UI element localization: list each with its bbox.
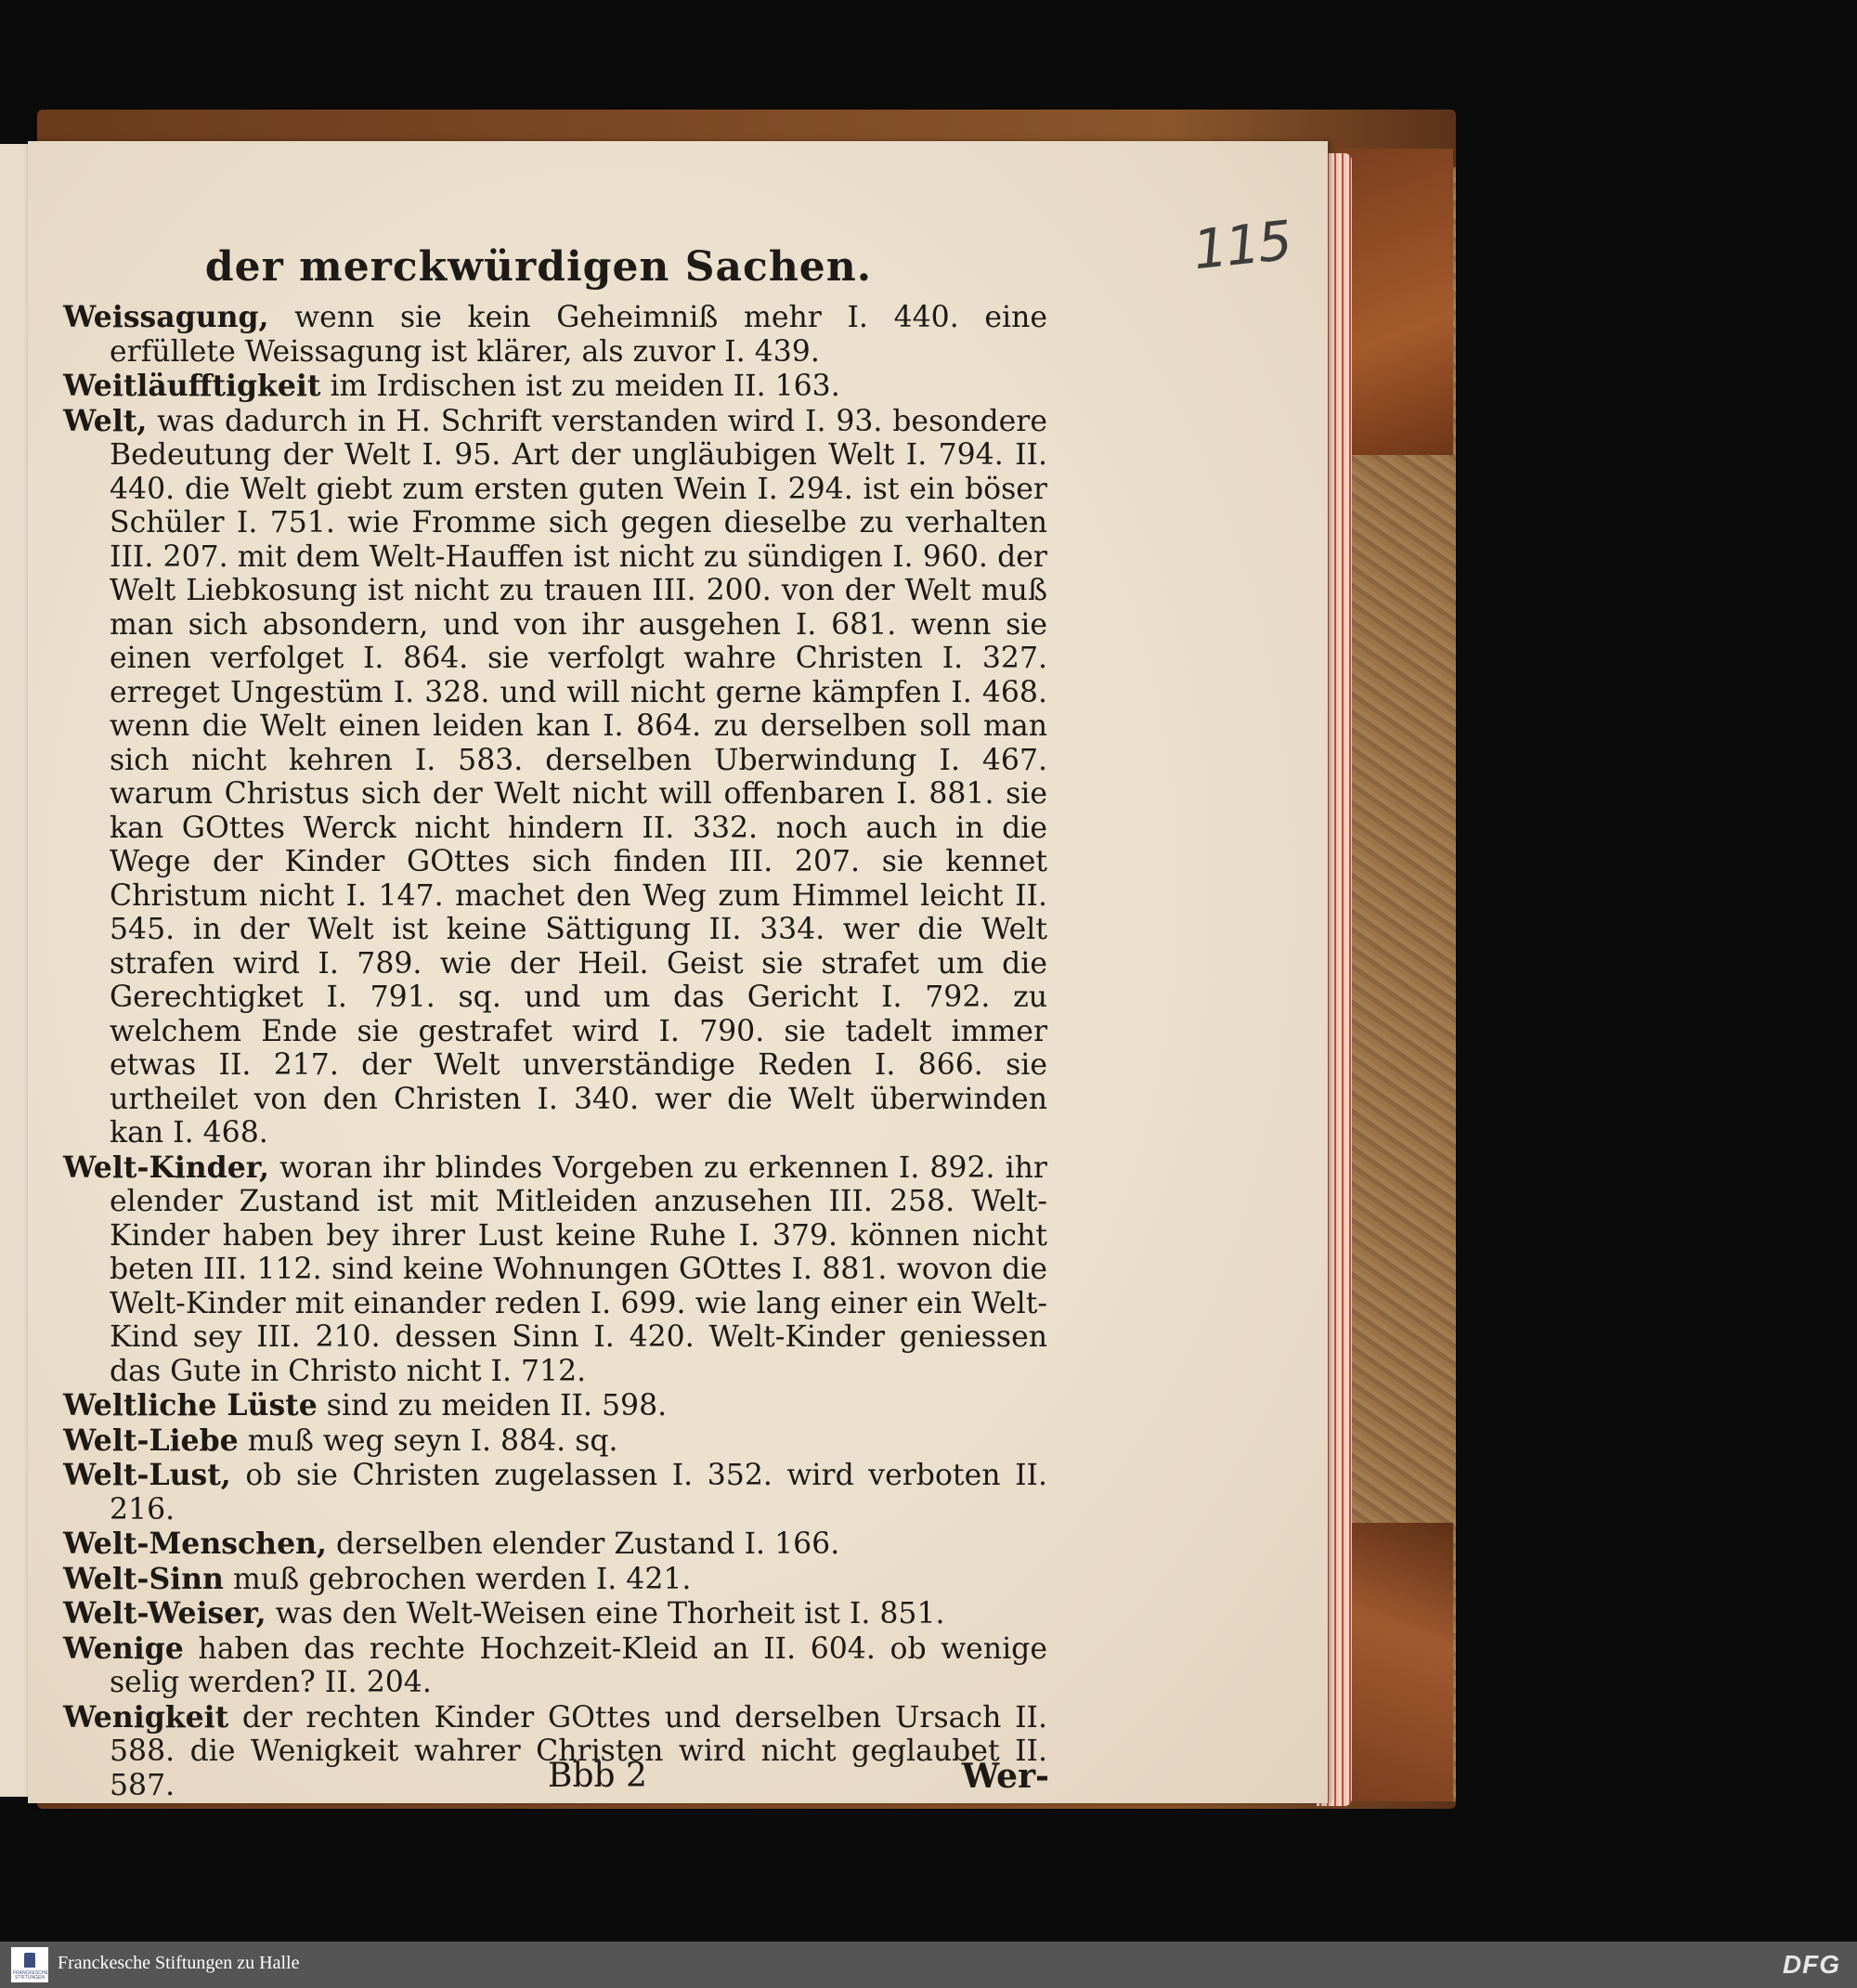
index-entry	[63, 1389, 1047, 1423]
entry-keyword: Wenigkeit	[63, 1699, 229, 1735]
entry-text: was dadurch in H. Schrift verstanden wird I. 93. besondere Bedeutung der Welt I. 95. Art der ungläubigen Welt I. 794. II. 440. die Welt giebt zum ersten guten Wein I. 294. ist ein böser Schüler I. 751. wie Fromme sich gegen dieselbe zu verhalten III. 207. mit dem Welt-Hauffen ist nicht zu sündigen I. 960. der Welt Liebkosung ist nicht zu trauen III. 200. von der Welt muß man sich absondern, und von ihr ausgehen I. 681. wenn sie einen verfolget I. 864. sie verfolgt wahre Christen I. 327. erreget Ungestüm I. 328. und will nicht gerne kämpfen I. 468. wenn die Welt einen leiden kan I. 864. zu derselben soll man sich nicht kehren I. 583. derselben Uberwindung I. 467. warum Christus sich der Welt nicht will offenbaren I. 881. sie kan GOttes Werck nicht hindern II. 332. noch auch in die Wege der Kinder GOttes sich finden III. 207. sie kennet Christum nicht I. 147. machet den Weg zum Himmel leicht II. 545. in der Welt ist keine Sättigung II. 334. wer die Welt strafen wird I. 789. wie der Heil. Geist sie strafet um die Gerechtigket I. 791. sq. und um das Gericht I. 792. zu welchem Ende sie gestrafet wird I. 790. sie tadelt immer etwas II. 217. der Welt unverständige Reden I. 866. sie urtheilet von den Christen I. 340. wer die Welt überwinden kan I. 468.	[110, 404, 1047, 1150]
entry-text: haben das rechte Hochzeit-Kleid an II. 604. ob wenige selig werden? II. 204.	[110, 1631, 1047, 1699]
entry-keyword: Weltliche Lüste	[63, 1388, 318, 1423]
footer-bar	[0, 1942, 1857, 1988]
index-entry	[63, 1424, 1047, 1459]
index-entry	[63, 1459, 1047, 1527]
entry-text: muß gebrochen werden I. 421.	[223, 1562, 692, 1596]
entry-text: im Irdischen ist zu meiden II. 163.	[320, 370, 840, 403]
index-entry	[63, 1563, 1047, 1597]
institution-logo[interactable]	[11, 1947, 48, 1982]
index-entry	[63, 1151, 1047, 1389]
entry-text: muß weg seyn I. 884. sq.	[238, 1423, 618, 1458]
entry-keyword: Weissagung,	[63, 300, 269, 334]
entry-keyword: Welt-Lust,	[63, 1458, 231, 1492]
entry-keyword: Welt-Liebe	[63, 1423, 239, 1458]
entry-text: sind zu meiden II. 598.	[317, 1389, 668, 1423]
index-entry	[63, 405, 1047, 1150]
index-entry	[63, 1632, 1047, 1700]
cover-leather-top	[1337, 149, 1453, 455]
dfg-logo[interactable]: DFG	[1782, 1950, 1840, 1979]
building-icon	[24, 1953, 35, 1968]
entry-keyword: Weitläufftigkeit	[63, 369, 321, 403]
index-entry	[63, 1597, 1047, 1631]
entry-keyword: Welt,	[63, 403, 148, 438]
index-entry	[63, 1527, 1047, 1562]
entry-keyword: Wenige	[63, 1631, 184, 1666]
entry-text: was den Welt-Weisen eine Thorheit ist I. 851.	[266, 1597, 945, 1631]
entry-text: ob sie Christen zugelassen I. 352. wird verboten II. 216.	[110, 1459, 1047, 1527]
index-entries	[63, 301, 1047, 1803]
previous-page-edge	[0, 144, 32, 1797]
catchword: Wer-	[961, 1757, 1049, 1796]
entry-keyword: Welt-Sinn	[63, 1561, 224, 1596]
cover-leather-bottom	[1337, 1523, 1453, 1801]
institution-name[interactable]: Franckesche Stiftungen zu Halle	[58, 1953, 300, 1973]
logo-text: FRANCKESCHE STIFTUNGEN	[13, 1970, 48, 1981]
signature-mark: Bbb 2	[548, 1757, 647, 1795]
entry-text: derselben elender Zustand I. 166.	[326, 1527, 840, 1561]
folio-number: 115	[1190, 208, 1294, 282]
entry-keyword: Welt-Menschen,	[63, 1527, 327, 1561]
running-head: der merckwürdigen Sachen.	[204, 243, 873, 291]
index-entry	[63, 370, 1047, 404]
entry-keyword: Welt-Weiser,	[63, 1596, 266, 1631]
book-page	[28, 141, 1328, 1803]
entry-text: der rechten Kinder GOttes und derselben Ursach II. 588. die Wenigkeit wahrer Christen wird nicht geglaubet II. 587.	[110, 1700, 1047, 1802]
entry-text: wenn sie kein Geheimniß mehr I. 440. eine erfüllete Weissagung ist klärer, als zuvor I. 439.	[110, 301, 1047, 369]
entry-keyword: Welt-Kinder,	[63, 1150, 270, 1185]
entry-text: woran ihr blindes Vorgeben zu erkennen I. 892. ihr elender Zustand ist mit Mitleiden anzusehen III. 258. Welt-Kinder haben bey ihrer Lust keine Ruhe I. 379. können nicht beten III. 112. sind keine Wohnungen GOttes I. 881. wovon die Welt-Kinder mit einander reden I. 699. wie lang einer ein Welt-Kind sey III. 210. dessen Sinn I. 420. Welt-Kinder geniessen das Gute in Christo nicht I. 712.	[110, 1150, 1047, 1388]
index-entry	[63, 301, 1047, 369]
